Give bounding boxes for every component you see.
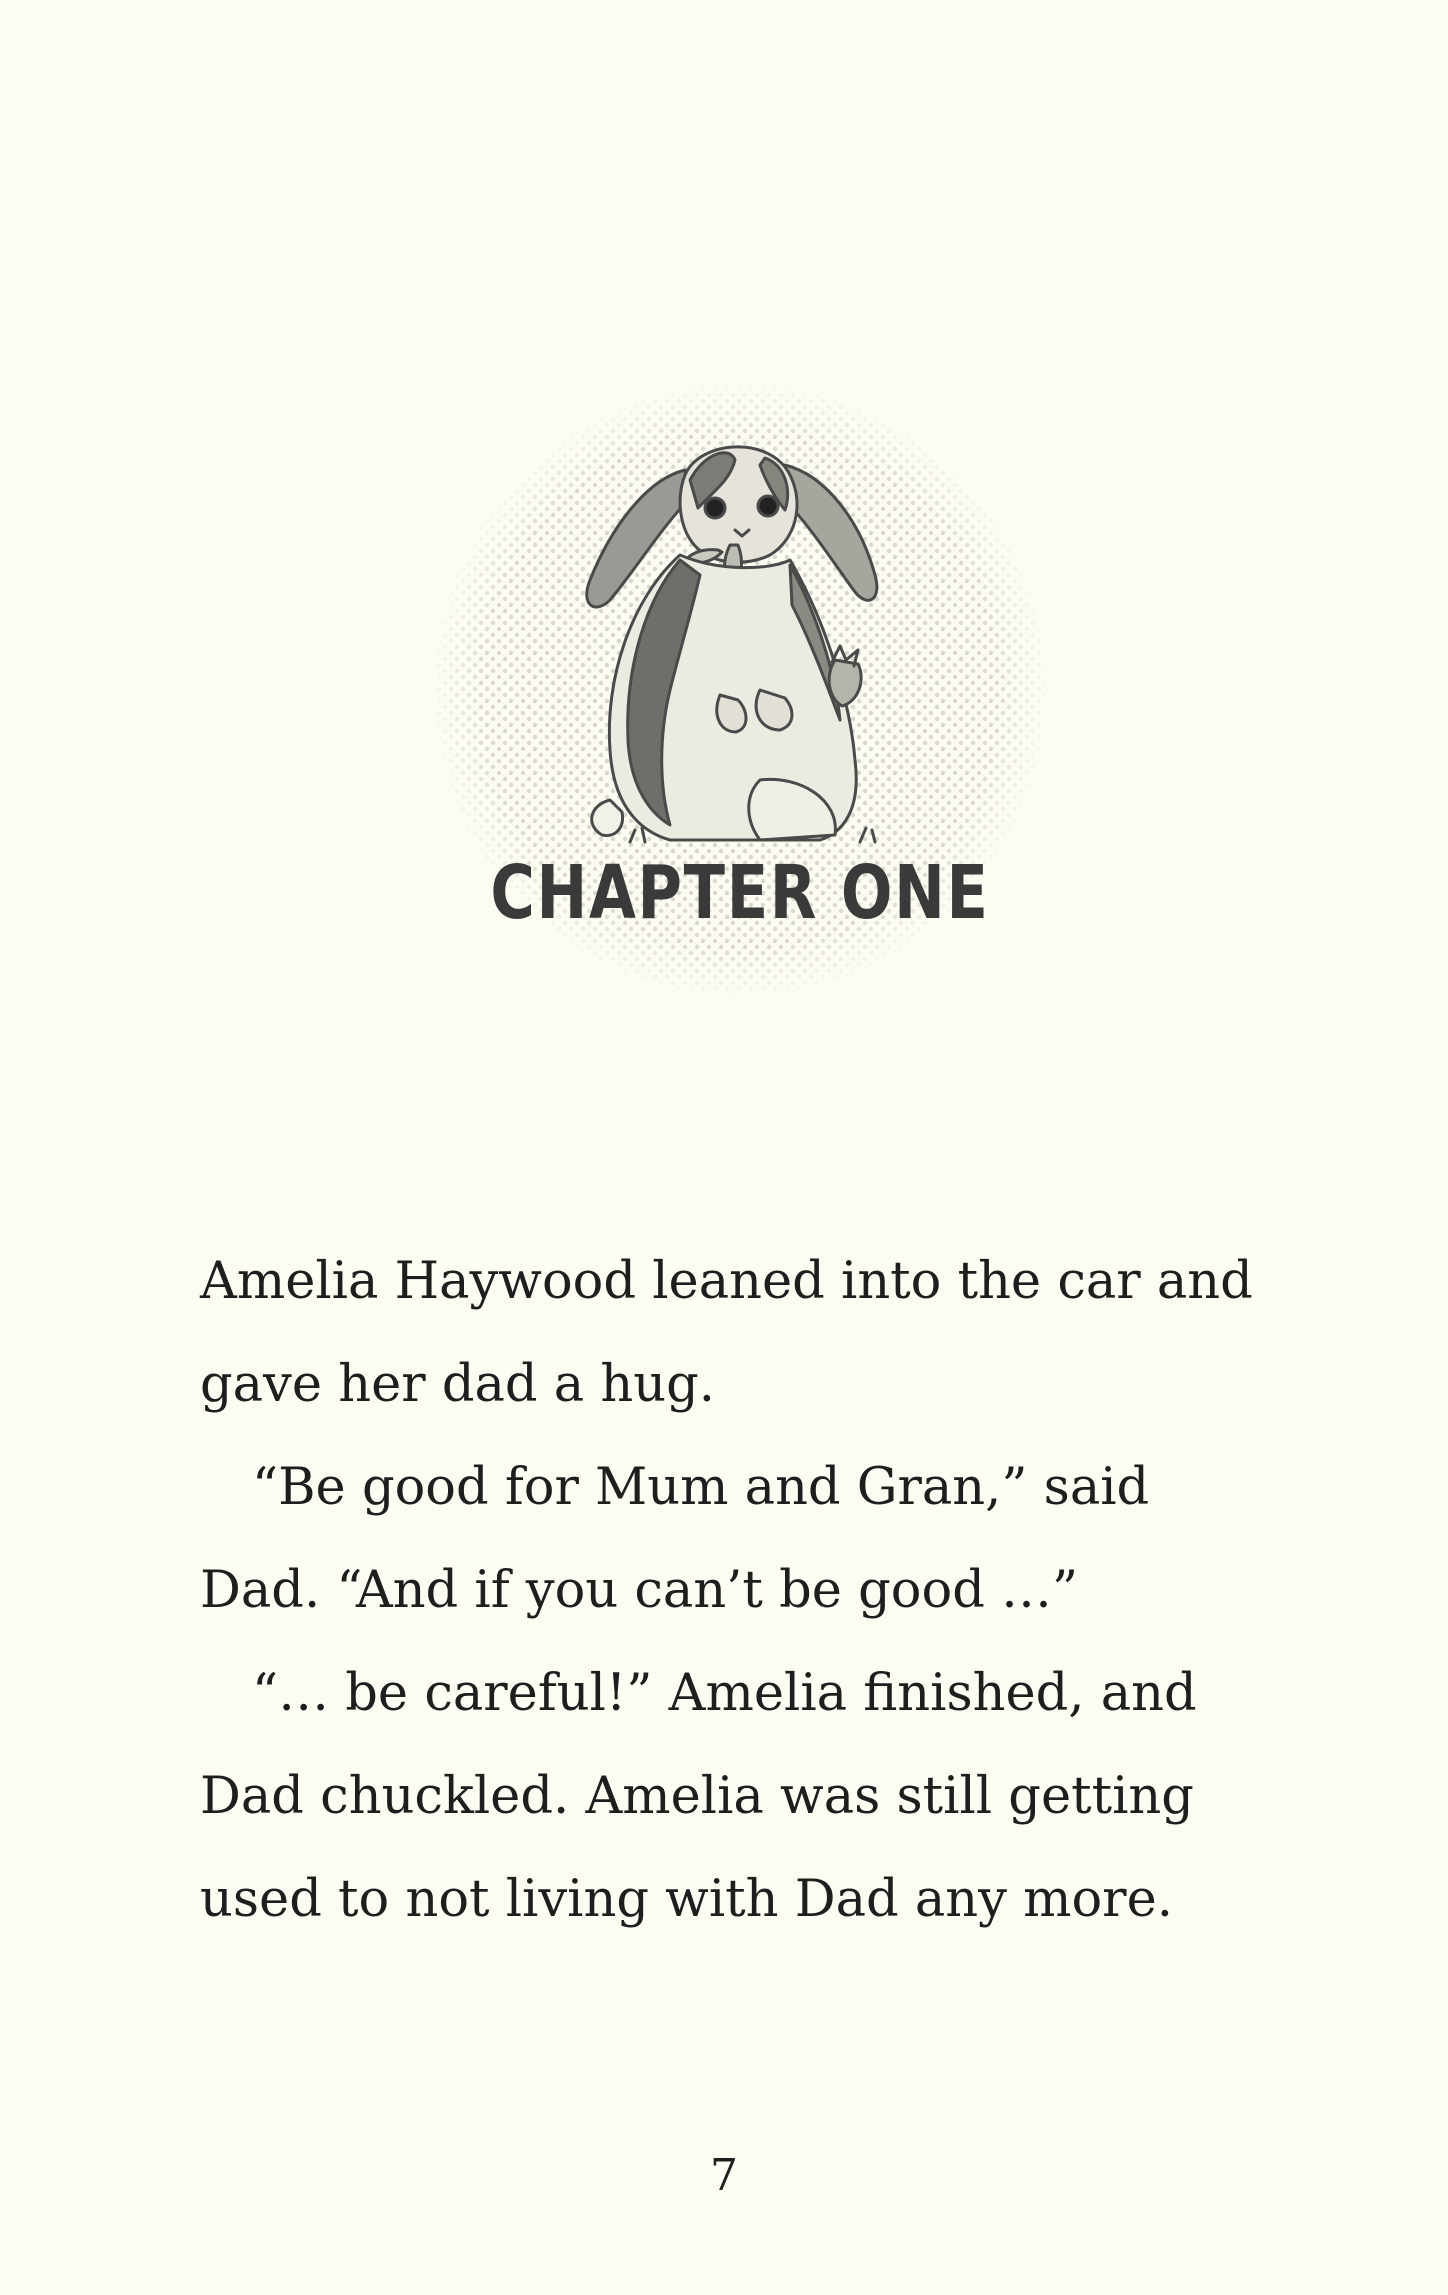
paragraph: “… be careful!” Amelia finished, and Dad chuckled. Amelia was still getting used to not living with Dad any more. — [200, 1664, 1197, 1929]
chapter-title: CHAPTER ONE — [490, 850, 990, 936]
paragraph: Amelia Haywood leaned into the car and gave her dad a hug. — [200, 1252, 1253, 1414]
chapter-body — [200, 1230, 1260, 1951]
page-number: 7 — [710, 2150, 738, 2201]
paragraph: “Be good for Mum and Gran,” said Dad. “And if you can’t be good …” — [200, 1458, 1150, 1620]
